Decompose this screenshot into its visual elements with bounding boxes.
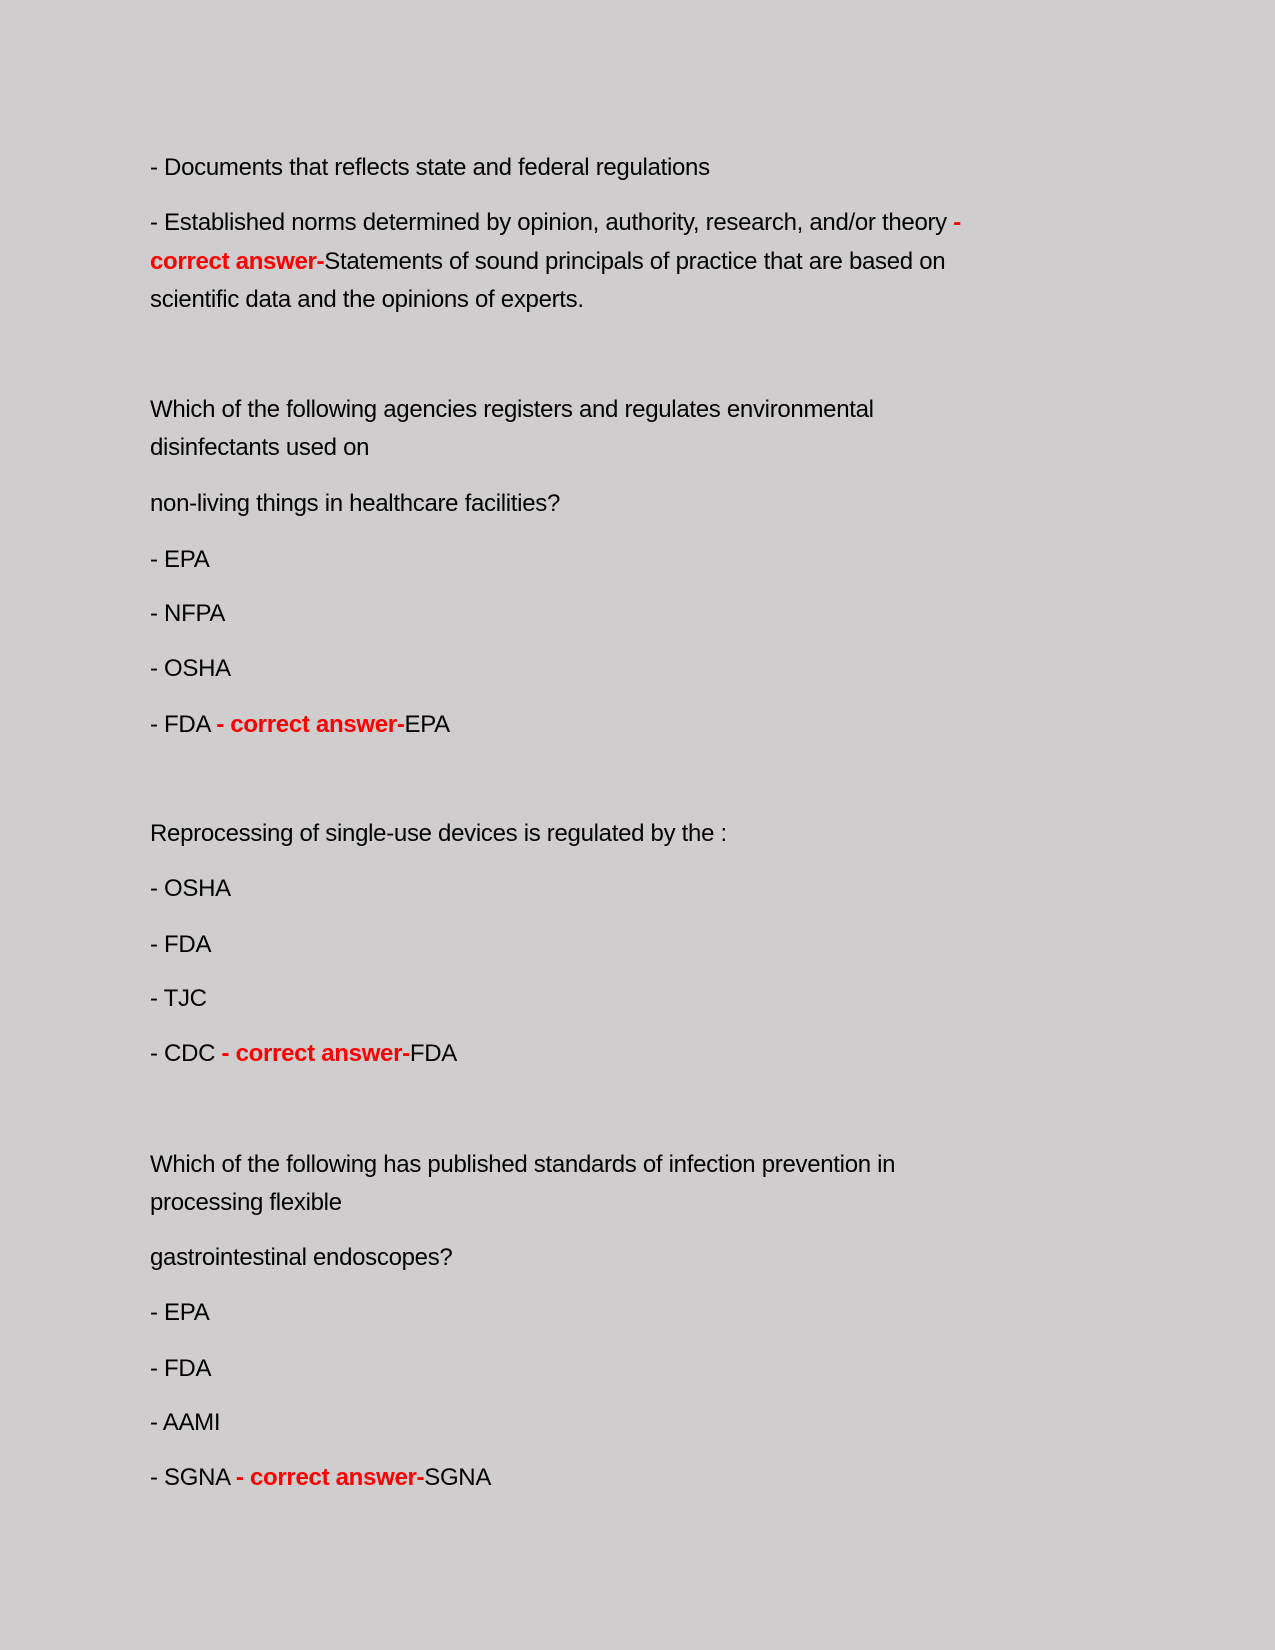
correct-answer-marker: - correct answer- xyxy=(216,711,405,738)
option-text: - AAMI xyxy=(150,1409,221,1436)
option-text xyxy=(150,1035,457,1073)
option-text: - FDA xyxy=(150,931,212,958)
question-text: Reprocessing of single-use devices is regulated by the : xyxy=(150,820,727,847)
option-text: - FDA xyxy=(150,1355,212,1382)
correct-answer-marker: - correct answer- xyxy=(221,1040,410,1067)
option-label: - FDA xyxy=(150,711,217,738)
correct-answer-marker: - correct answer- xyxy=(235,1464,425,1491)
option-text: - EPA xyxy=(150,1299,210,1326)
option-text xyxy=(150,706,450,744)
question-text: Which of the following has published standards of infection prevention in xyxy=(150,1151,896,1178)
option-text: - OSHA xyxy=(150,655,231,682)
answer-text: EPA xyxy=(404,711,450,738)
option-text: - NFPA xyxy=(150,600,226,627)
option-text: - OSHA xyxy=(150,875,231,902)
option-text: - TJC xyxy=(150,985,207,1012)
question-text: disinfectants used on xyxy=(150,434,370,461)
correct-answer-marker: - xyxy=(953,209,961,236)
option-label: - SGNA xyxy=(150,1464,236,1491)
option-label: - CDC xyxy=(150,1040,222,1067)
option-text xyxy=(150,204,961,242)
answer-text: Statements of sound principals of practice that are based on xyxy=(324,248,946,275)
question-text: Which of the following agencies registers and regulates environmental xyxy=(150,396,874,423)
question-text: non-living things in healthcare facilities? xyxy=(150,490,561,517)
option-label: - Established norms determined by opinion, authority, research, and/or theory xyxy=(150,209,954,236)
answer-text: scientific data and the opinions of experts. xyxy=(150,286,584,313)
question-text: processing flexible xyxy=(150,1189,342,1216)
option-text: - Documents that reflects state and federal regulations xyxy=(150,154,710,181)
option-text xyxy=(150,1459,491,1497)
option-text: - EPA xyxy=(150,546,210,573)
answer-text: FDA xyxy=(409,1040,457,1067)
answer-line xyxy=(150,243,945,281)
answer-text: SGNA xyxy=(424,1464,492,1491)
question-text: gastrointestinal endoscopes? xyxy=(150,1244,453,1271)
correct-answer-marker: correct answer- xyxy=(150,248,325,275)
